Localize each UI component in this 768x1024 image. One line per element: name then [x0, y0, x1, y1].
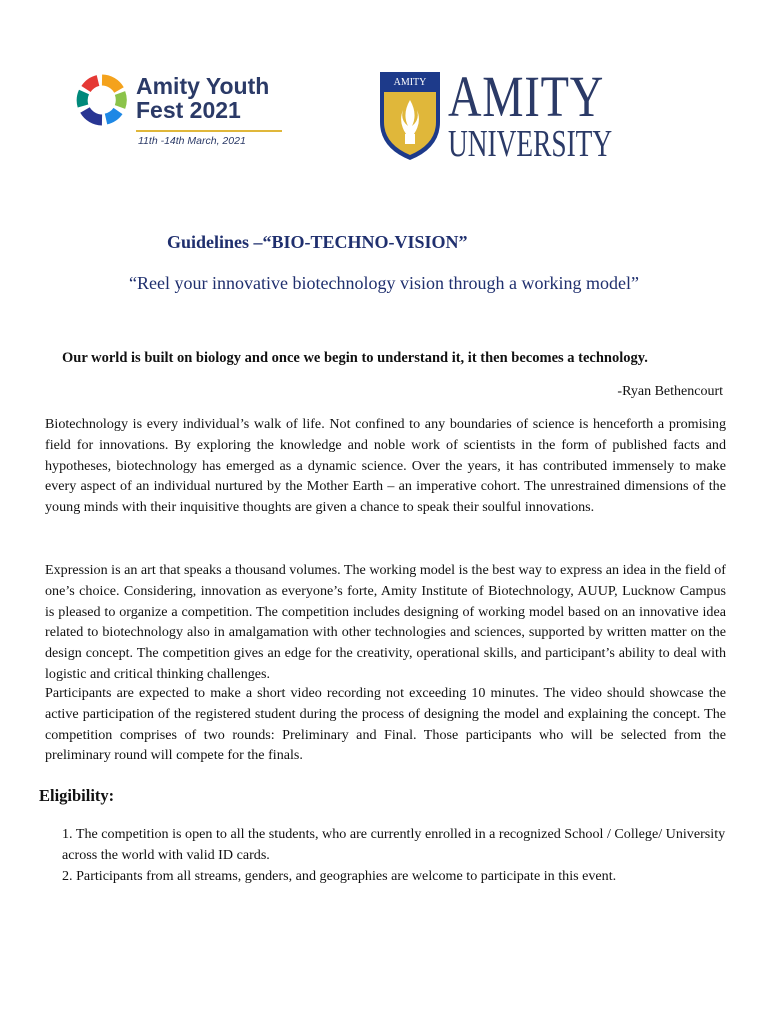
fest-title: [136, 74, 269, 122]
quote-text: Our world is built on biology and once we begin to understand it, it then becomes a technology.: [62, 350, 648, 366]
quote-author: -Ryan Bethencourt: [617, 384, 723, 399]
page-subtitle: “Reel your innovative biotechnology vision through a working model”: [129, 273, 639, 293]
university-name: AMITY: [448, 64, 605, 129]
header: [0, 0, 768, 180]
fest-ring-icon: [76, 74, 128, 126]
fest-title-line1: Amity Youth: [136, 73, 270, 99]
fest-date: 11th -14th March, 2021: [138, 135, 246, 147]
eligibility-list: [62, 824, 732, 886]
paragraph-intro: Biotechnology is every individual’s walk of life. Not confined to any boundaries of science is henceforth a promising field for innovations. By exploring the knowledge and noble work of scientists in the form of published facts and hypotheses, biotechnology has emerged as a dynamic science. Over the years, it has contributed immensely to make every aspect of an individual nurtured by the Mother Earth – an imperative cohort. The unrestrained dimensions of the young minds with their inquisitive thoughts are given a chance to speak their soulful innovations.: [45, 416, 726, 516]
paragraph-expression: Expression is an art that speaks a thousand volumes. The working model is the best way to express an idea in the field of one’s choice. Considering, innovation as everyone’s forte, Amity Institute of Biotechnology, AUUP, Lucknow Campus is pleased to organize a competition. The competition includes designing of working model based on an innovative idea related to biotechnology also in amalgamation with other technologies and sciences, supported by written matter on the design concept. The competition gives an edge for the creativity, operational skills, and participant’s ability to deal with logistic and critical thinking challenges.: [45, 562, 726, 682]
fest-divider: [136, 130, 282, 132]
list-item: 1. The competition is open to all the students, who are currently enrolled in a recognized School / College/ University across the world with valid ID cards.: [62, 826, 726, 863]
fest-title-line2: Fest 2021: [136, 97, 241, 123]
eligibility-heading: Eligibility:: [39, 786, 115, 805]
amity-youth-fest-logo: [76, 72, 291, 156]
page-title: Guidelines –“BIO-TECHNO-VISION”: [167, 232, 468, 252]
university-sub: UNIVERSITY: [448, 123, 613, 165]
shield-icon: [378, 70, 442, 162]
paragraph-participants: Participants are expected to make a short video recording not exceeding 10 minutes. The video should showcase the active participation of the registered student during the process of designing the model and explaining the concept. The competition comprises of two rounds: Preliminary and Final. Those participants who will be selected from the preliminary round will compete for the finals.: [45, 685, 726, 764]
list-item: 2. Participants from all streams, genders, and geographies are welcome to participate in this event.: [62, 867, 617, 884]
shield-text: AMITY: [393, 77, 427, 88]
amity-university-logo: [378, 64, 642, 166]
